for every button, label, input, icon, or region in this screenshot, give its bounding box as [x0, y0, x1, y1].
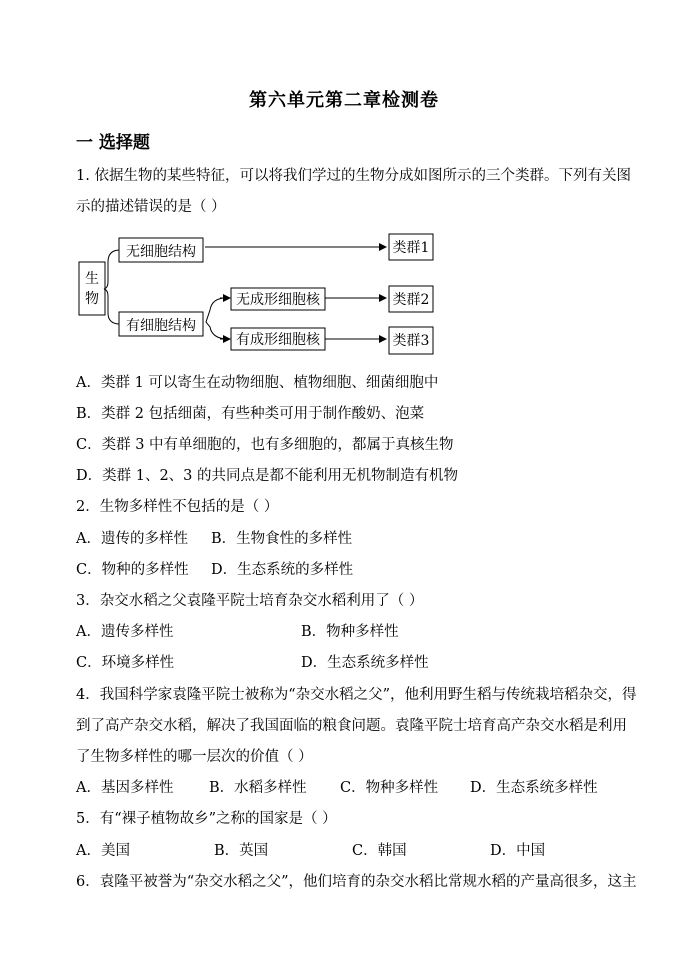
no-cell-structure-label: 无细胞结构 [126, 244, 196, 260]
group3-label: 类群3 [392, 333, 430, 349]
main-brace [104, 250, 120, 324]
q5-option-a: A．美国 [76, 843, 130, 859]
q1-stem-line1: 1. 依据生物的某些特征，可以将我们学过的生物分成如图所示的三个类群。下列有关图 [76, 168, 631, 184]
sub-brace [206, 298, 226, 339]
q2-option-d: D．生态系统的多样性 [211, 562, 354, 578]
q5-options-row [76, 841, 636, 861]
q3-option-a: A．遗传多样性 [76, 624, 174, 640]
q1-option-a: A．类群 1 可以寄生在动物细胞、植物细胞、细菌细胞中 [76, 375, 439, 391]
q1-option-c: C．类群 3 中有单细胞的，也有多细胞的，都属于真核生物 [76, 437, 454, 453]
section-heading: 一 选择题 [76, 133, 150, 153]
has-cell-structure-label: 有细胞结构 [126, 318, 196, 334]
q4-options-row [76, 778, 636, 798]
q4-stem-line1: 4．我国科学家袁隆平院士被称为“杂交水稻之父”，他利用野生稻与传统栽培稻杂交，得 [76, 687, 637, 703]
q1-option-b: B．类群 2 包括细菌，有些种类可用于制作酸奶、泡菜 [76, 406, 425, 422]
q4-option-d: D．生态系统多样性 [470, 780, 598, 796]
q5-option-b: B．英国 [214, 843, 269, 859]
root-label-2: 物 [85, 291, 99, 307]
q2-stem: 2．生物多样性不包括的是（ ） [76, 499, 279, 515]
q4-stem-line2: 到了高产杂交水稻，解决了我国面临的粮食问题。袁隆平院士培育高产杂交水稻是利用 [76, 718, 627, 734]
q2-option-b: B．生物食性的多样性 [211, 531, 353, 547]
q2-options-row1 [76, 529, 636, 549]
root-label-1: 生 [85, 271, 99, 287]
q3-options-row2 [76, 653, 636, 673]
q3-option-c: C．环境多样性 [76, 655, 175, 671]
q6-stem-line1: 6．袁隆平被誉为“杂交水稻之父”，他们培育的杂交水稻比常规水稻的产量高很多，这主 [76, 874, 637, 890]
q2-options-row2 [76, 560, 636, 580]
q5-stem: 5．有“裸子植物故乡”之称的国家是（ ） [76, 811, 337, 827]
q5-option-d: D．中国 [490, 843, 546, 859]
q4-option-c: C．物种多样性 [340, 780, 439, 796]
q3-option-d: D．生态系统多样性 [301, 655, 429, 671]
group1-label: 类群1 [392, 240, 430, 256]
has-nucleus-label: 有成形细胞核 [236, 332, 320, 348]
q3-options-row1 [76, 622, 636, 642]
root-box [79, 262, 105, 315]
q4-option-a: A．基因多样性 [76, 780, 174, 796]
q3-option-b: B．物种多样性 [301, 624, 399, 640]
q2-option-c: C．物种的多样性 [76, 562, 189, 578]
q4-option-b: B．水稻多样性 [209, 780, 307, 796]
q5-option-c: C．韩国 [352, 843, 407, 859]
page-title: 第六单元第二章检测卷 [249, 90, 439, 111]
group2-label: 类群2 [392, 292, 430, 308]
q1-option-d: D．类群 1、2、3 的共同点是都不能利用无机物制造有机物 [76, 468, 459, 484]
q1-stem-line2: 示的描述错误的是（ ） [76, 199, 226, 215]
q3-stem: 3．杂交水稻之父袁隆平院士培育杂交水稻利用了（ ） [76, 593, 424, 609]
q4-stem-line3: 了生物多样性的哪一层次的价值（ ） [76, 749, 313, 765]
no-nucleus-label: 无成形细胞核 [236, 292, 320, 308]
q2-option-a: A．遗传的多样性 [76, 531, 188, 547]
